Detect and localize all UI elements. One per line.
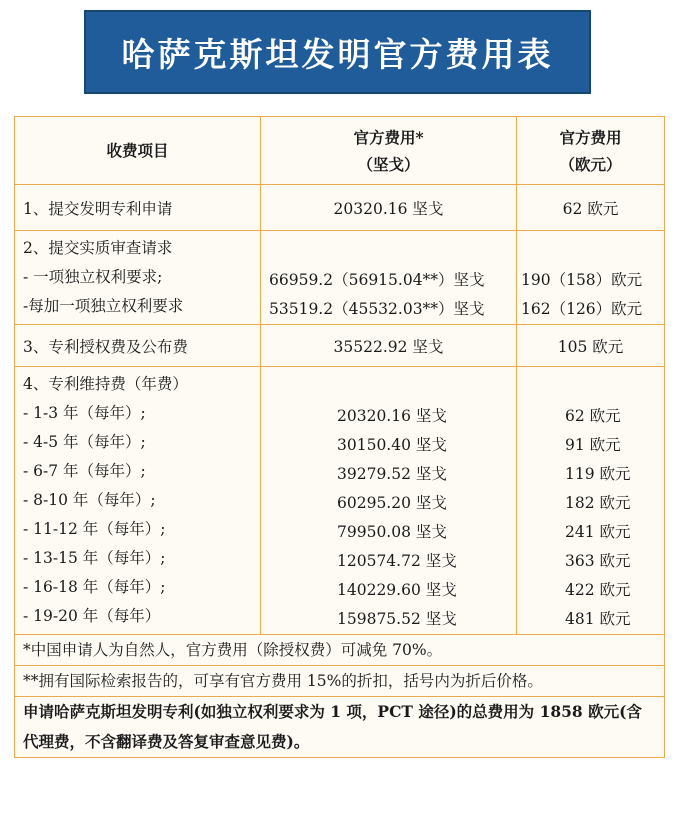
row4-eur-value: 119 欧元 [565,465,631,483]
row2-item-line: - 一项独立权利要求; [23,268,163,286]
note-row [15,666,665,697]
row1-kzt: 20320.16 坚戈 [261,185,517,231]
row4-kzt [261,367,517,635]
row4-eur-value: 422 欧元 [565,581,631,599]
total-summary: 申请哈萨克斯坦发明专利(如独立权利要求为 1 项，PCT 途径)的总费用为 1858 欧元(含代理费，不含翻译费及答复审查意见费)。 [15,697,665,758]
row3-item: 3、专利授权费及公布费 [15,325,261,367]
row4-year: - 11-12 年（每年）; [23,520,166,538]
row3-eur: 105 欧元 [517,325,665,367]
row2-eur-line: 190（158）欧元 [521,271,643,289]
row4-year: - 13-15 年（每年）; [23,549,166,567]
fee-table [14,116,665,758]
row1-item: 1、提交发明专利申请 [15,185,261,231]
row2-eur [517,231,665,325]
table-row [15,367,665,635]
row4-eur-value: 62 欧元 [565,407,621,425]
header-eur-line1: 官方费用 [559,127,622,147]
row4-kzt-value: 60295.20 坚戈 [337,494,447,512]
row1-eur: 62 欧元 [517,185,665,231]
row4-eur-value: 241 欧元 [565,523,631,541]
summary-row [15,697,665,758]
footnote-discount: **拥有国际检索报告的，可享有官方费用 15%的折扣，括号内为折后价格。 [15,666,665,697]
footnote-reduction: *中国申请人为自然人，官方费用（除授权费）可减免 70%。 [15,635,665,666]
row4-year: - 19-20 年（每年） [23,607,161,625]
header-kzt [261,117,517,185]
row4-kzt-value: 79950.08 坚戈 [337,523,447,541]
table-row [15,185,665,231]
row4-title: 4、专利维持费（年费） [23,375,188,393]
row4-eur-value: 363 欧元 [565,552,631,570]
row4-kzt-value: 20320.16 坚戈 [337,407,447,425]
row4-kzt-value: 159875.52 坚戈 [337,610,457,628]
row4-year: - 1-3 年（每年）; [23,404,146,422]
row2-kzt-line: 66959.2（56915.04**）坚戈 [269,271,485,289]
header-row [15,117,665,185]
header-eur-line2: （欧元） [559,154,622,174]
row4-kzt-value: 140229.60 坚戈 [337,581,457,599]
header-eur [517,117,665,185]
row3-kzt: 35522.92 坚戈 [261,325,517,367]
note-row [15,635,665,666]
row4-year: - 8-10 年（每年）; [23,491,156,509]
table-row [15,325,665,367]
row2-eur-line: 162（126）欧元 [521,300,643,318]
row4-eur-value: 91 欧元 [565,436,621,454]
header-item: 收费项目 [15,117,261,185]
header-kzt-line1: 官方费用* [353,127,424,147]
row2-kzt-line: 53519.2（45532.03**）坚戈 [269,300,485,318]
row4-kzt-value: 39279.52 坚戈 [337,465,447,483]
row2-item [15,231,261,325]
row2-item-line: -每加一项独立权利要求 [23,297,184,315]
row4-eur-value: 182 欧元 [565,494,631,512]
row2-item-line: 2、提交实质审查请求 [23,239,173,257]
row4-eur [517,367,665,635]
title-banner [84,10,591,94]
row4-item [15,367,261,635]
row4-year: - 4-5 年（每年）; [23,433,146,451]
row4-eur-value: 481 欧元 [565,610,631,628]
page-title: 哈萨克斯坦发明官方费用表 [121,34,554,74]
row2-kzt [261,231,517,325]
row4-kzt-value: 120574.72 坚戈 [337,552,457,570]
row4-kzt-value: 30150.40 坚戈 [337,436,447,454]
row4-year: - 16-18 年（每年）; [23,578,166,596]
header-kzt-line2: （坚戈） [357,154,420,174]
table-row [15,231,665,325]
row4-year: - 6-7 年（每年）; [23,462,146,480]
